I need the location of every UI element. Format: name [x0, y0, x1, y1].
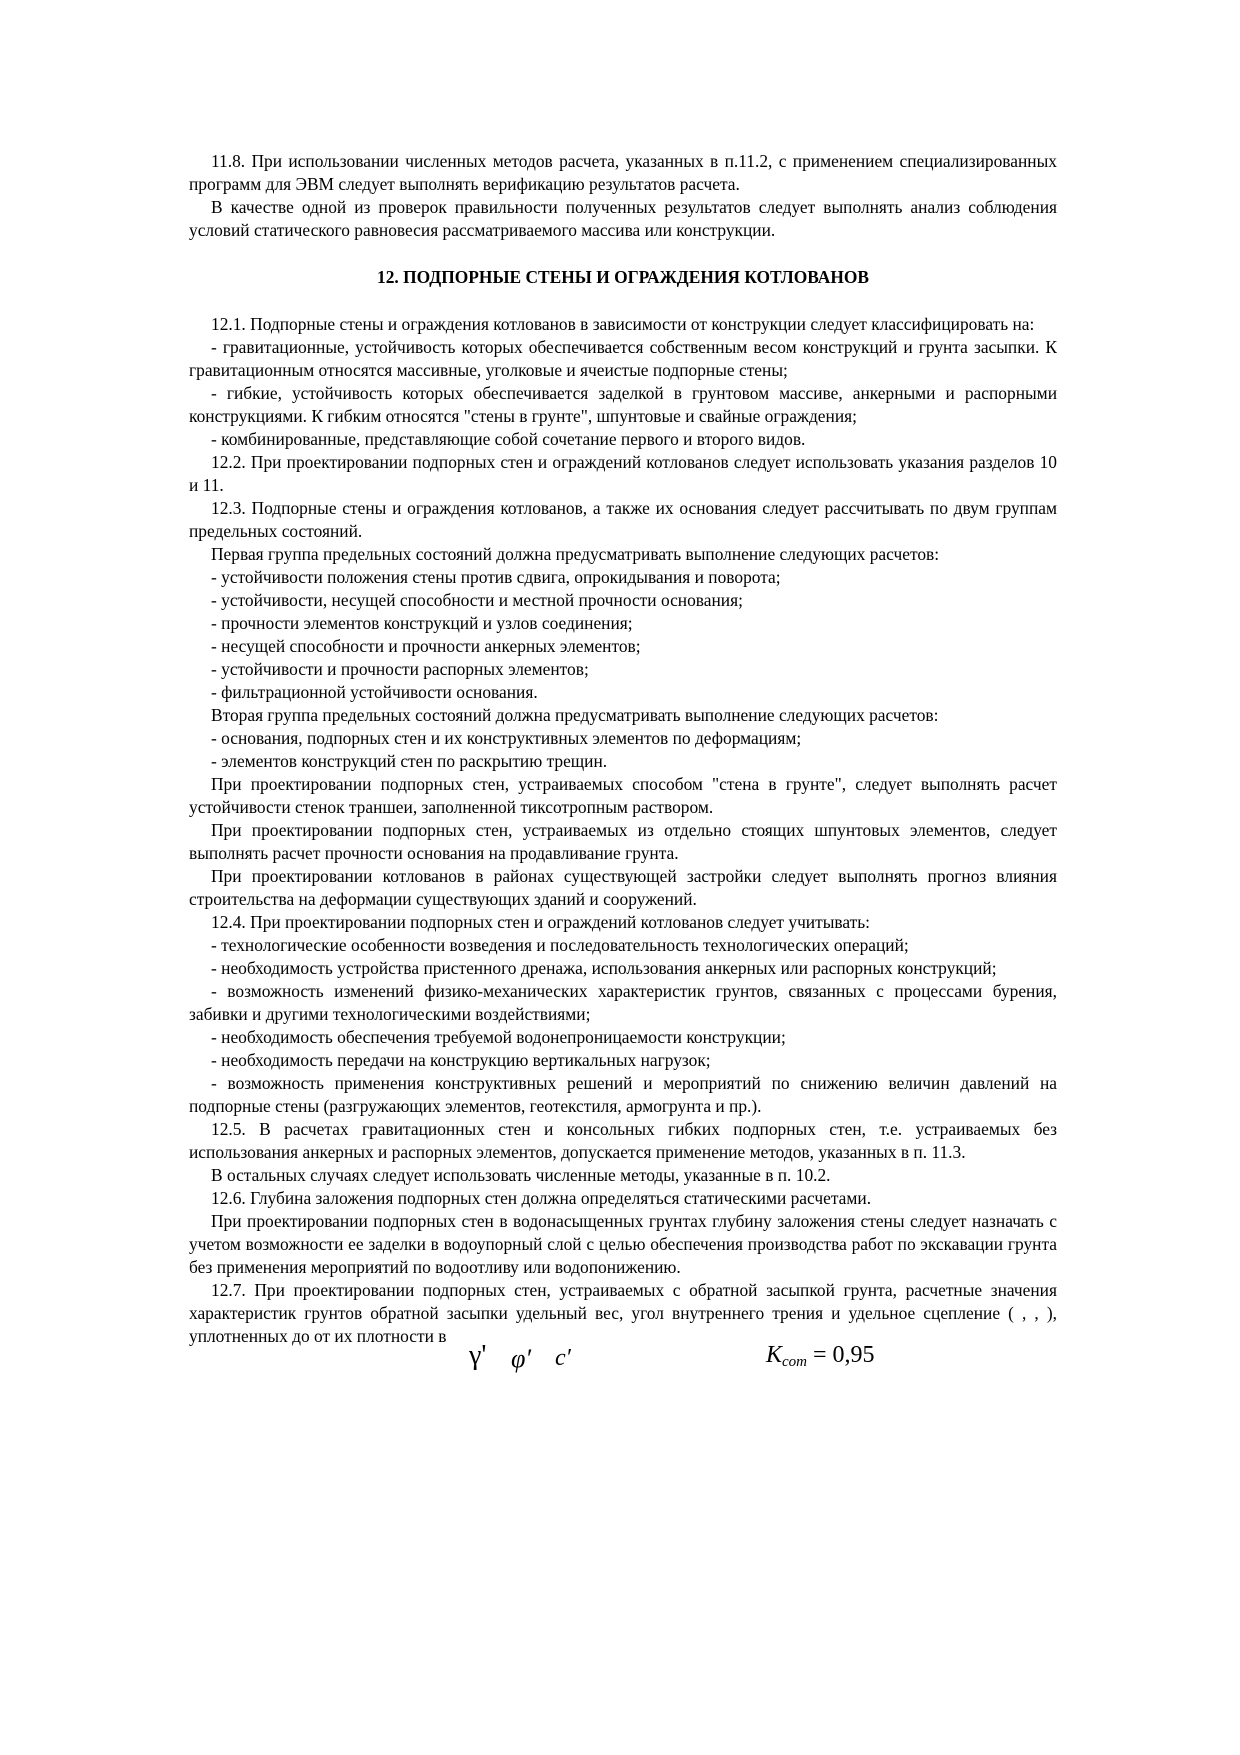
paragraph-11-8: 11.8. При использовании численных методов расчета, указанных в п.11.2, с применением специализированных программ для ЭВМ следует выполнять верификацию результатов расчета.: [189, 151, 1057, 194]
paragraph: При проектировании подпорных стен в водонасыщенных грунтах глубину заложения стены следует назначать с учетом возможности ее заделки в водоупорный слой с целью обеспечения производства работ по экскавации грунта без применения мероприятий по водоотливу или водопонижению.: [189, 1211, 1057, 1277]
paragraph-list: [189, 313, 1057, 1279]
paragraph: - прочности элементов конструкций и узлов соединения;: [211, 613, 633, 633]
formula-row: [189, 1340, 1057, 1382]
paragraph: - необходимость обеспечения требуемой водонепроницаемости конструкции;: [211, 1027, 786, 1047]
paragraph: - устойчивости и прочности распорных элементов;: [211, 659, 589, 679]
paragraph: 12.3. Подпорные стены и ограждения котлованов, а также их основания следует рассчитывать по двум группам предельных состояний.: [189, 498, 1057, 541]
gamma-symbol: γ': [469, 1340, 487, 1371]
paragraph: - возможность изменений физико-механических характеристик грунтов, связанных с процессами бурения, забивки и другими технологическими воздействиями;: [189, 981, 1057, 1024]
paragraph: - элементов конструкций стен по раскрытию трещин.: [211, 751, 608, 771]
paragraph-12-7: 12.7. При проектировании подпорных стен, устраиваемых с обратной засыпкой грунта, расчетные значения характеристик грунтов обратной засыпки удельный вес, угол внутреннего трения и удельное сцепление ( , , ), уплотненных до от их плотности в: [189, 1280, 1057, 1346]
section-heading: 12. ПОДПОРНЫЕ СТЕНЫ И ОГРАЖДЕНИЯ КОТЛОВАНОВ: [377, 267, 869, 287]
paragraph: - комбинированные, представляющие собой сочетание первого и второго видов.: [211, 429, 806, 449]
document-body: [189, 150, 1057, 1382]
paragraph: Первая группа предельных состояний должна предусматривать выполнение следующих расчетов:: [211, 544, 940, 564]
compaction-coefficient: [766, 1344, 875, 1374]
paragraph: - необходимость передачи на конструкцию вертикальных нагрузок;: [211, 1050, 711, 1070]
paragraph: В остальных случаях следует использовать численные методы, указанные в п. 10.2.: [211, 1165, 831, 1185]
paragraph-11-8-cont: В качестве одной из проверок правильности полученных результатов следует выполнять анализ соблюдения условий статического равновесия рассматриваемого массива или конструкции.: [189, 197, 1057, 240]
paragraph: - технологические особенности возведения и последовательность технологических операций;: [211, 935, 909, 955]
k-value: = 0,95: [807, 1342, 875, 1368]
paragraph: - гибкие, устойчивость которых обеспечивается заделкой в грунтовом массиве, анкерными и распорными конструкциями. К гибким относятся "стены в грунте", шпунтовые и свайные ограждения;: [189, 383, 1057, 426]
paragraph: - необходимость устройства пристенного дренажа, использования анкерных или распорных конструкций;: [211, 958, 997, 978]
paragraph: При проектировании подпорных стен, устраиваемых способом "стена в грунте", следует выполнять расчет устойчивости стенок траншеи, заполненной тиксотропным раствором.: [189, 774, 1057, 817]
k-subscript: com: [782, 1354, 808, 1370]
paragraph: При проектировании котлованов в районах существующей застройки следует выполнять прогноз влияния строительства на деформации существующих зданий и сооружений.: [189, 866, 1057, 909]
paragraph: 12.6. Глубина заложения подпорных стен должна определяться статическими расчетами.: [211, 1188, 872, 1208]
paragraph: 12.4. При проектировании подпорных стен и ограждений котлованов следует учитывать:: [211, 912, 871, 932]
paragraph: - гравитационные, устойчивость которых обеспечивается собственным весом конструкций и грунта засыпки. К гравитационным относятся массивные, уголковые и ячеистые подпорные стены;: [189, 337, 1057, 380]
paragraph: При проектировании подпорных стен, устраиваемых из отдельно стоящих шпунтовых элементов, следует выполнять расчет прочности основания на продавливание грунта.: [189, 820, 1057, 863]
paragraph: 12.2. При проектировании подпорных стен и ограждений котлованов следует использовать указания разделов 10 и 11.: [189, 452, 1057, 495]
phi-symbol: φ′: [511, 1344, 532, 1373]
paragraph: 12.5. В расчетах гравитационных стен и консольных гибких подпорных стен, т.е. устраиваемых без использования анкерных и распорных элементов, допускается применение методов, указанных в п. 11.3.: [189, 1119, 1057, 1162]
paragraph: 12.1. Подпорные стены и ограждения котлованов в зависимости от конструкции следует классифицировать на:: [211, 314, 1035, 334]
paragraph: - фильтрационной устойчивости основания.: [211, 682, 538, 702]
paragraph: - возможность применения конструктивных решений и мероприятий по снижению величин давлений на подпорные стены (разгружающих элементов, геотекстиля, армогрунта и пр.).: [189, 1073, 1057, 1116]
c-symbol: c′: [555, 1345, 571, 1371]
paragraph: Вторая группа предельных состояний должна предусматривать выполнение следующих расчетов:: [211, 705, 939, 725]
paragraph: - несущей способности и прочности анкерных элементов;: [211, 636, 641, 656]
k-letter: K: [766, 1342, 783, 1368]
paragraph: - основания, подпорных стен и их конструктивных элементов по деформациям;: [211, 728, 802, 748]
paragraph: - устойчивости положения стены против сдвига, опрокидывания и поворота;: [211, 567, 781, 587]
paragraph: - устойчивости, несущей способности и местной прочности основания;: [211, 590, 743, 610]
